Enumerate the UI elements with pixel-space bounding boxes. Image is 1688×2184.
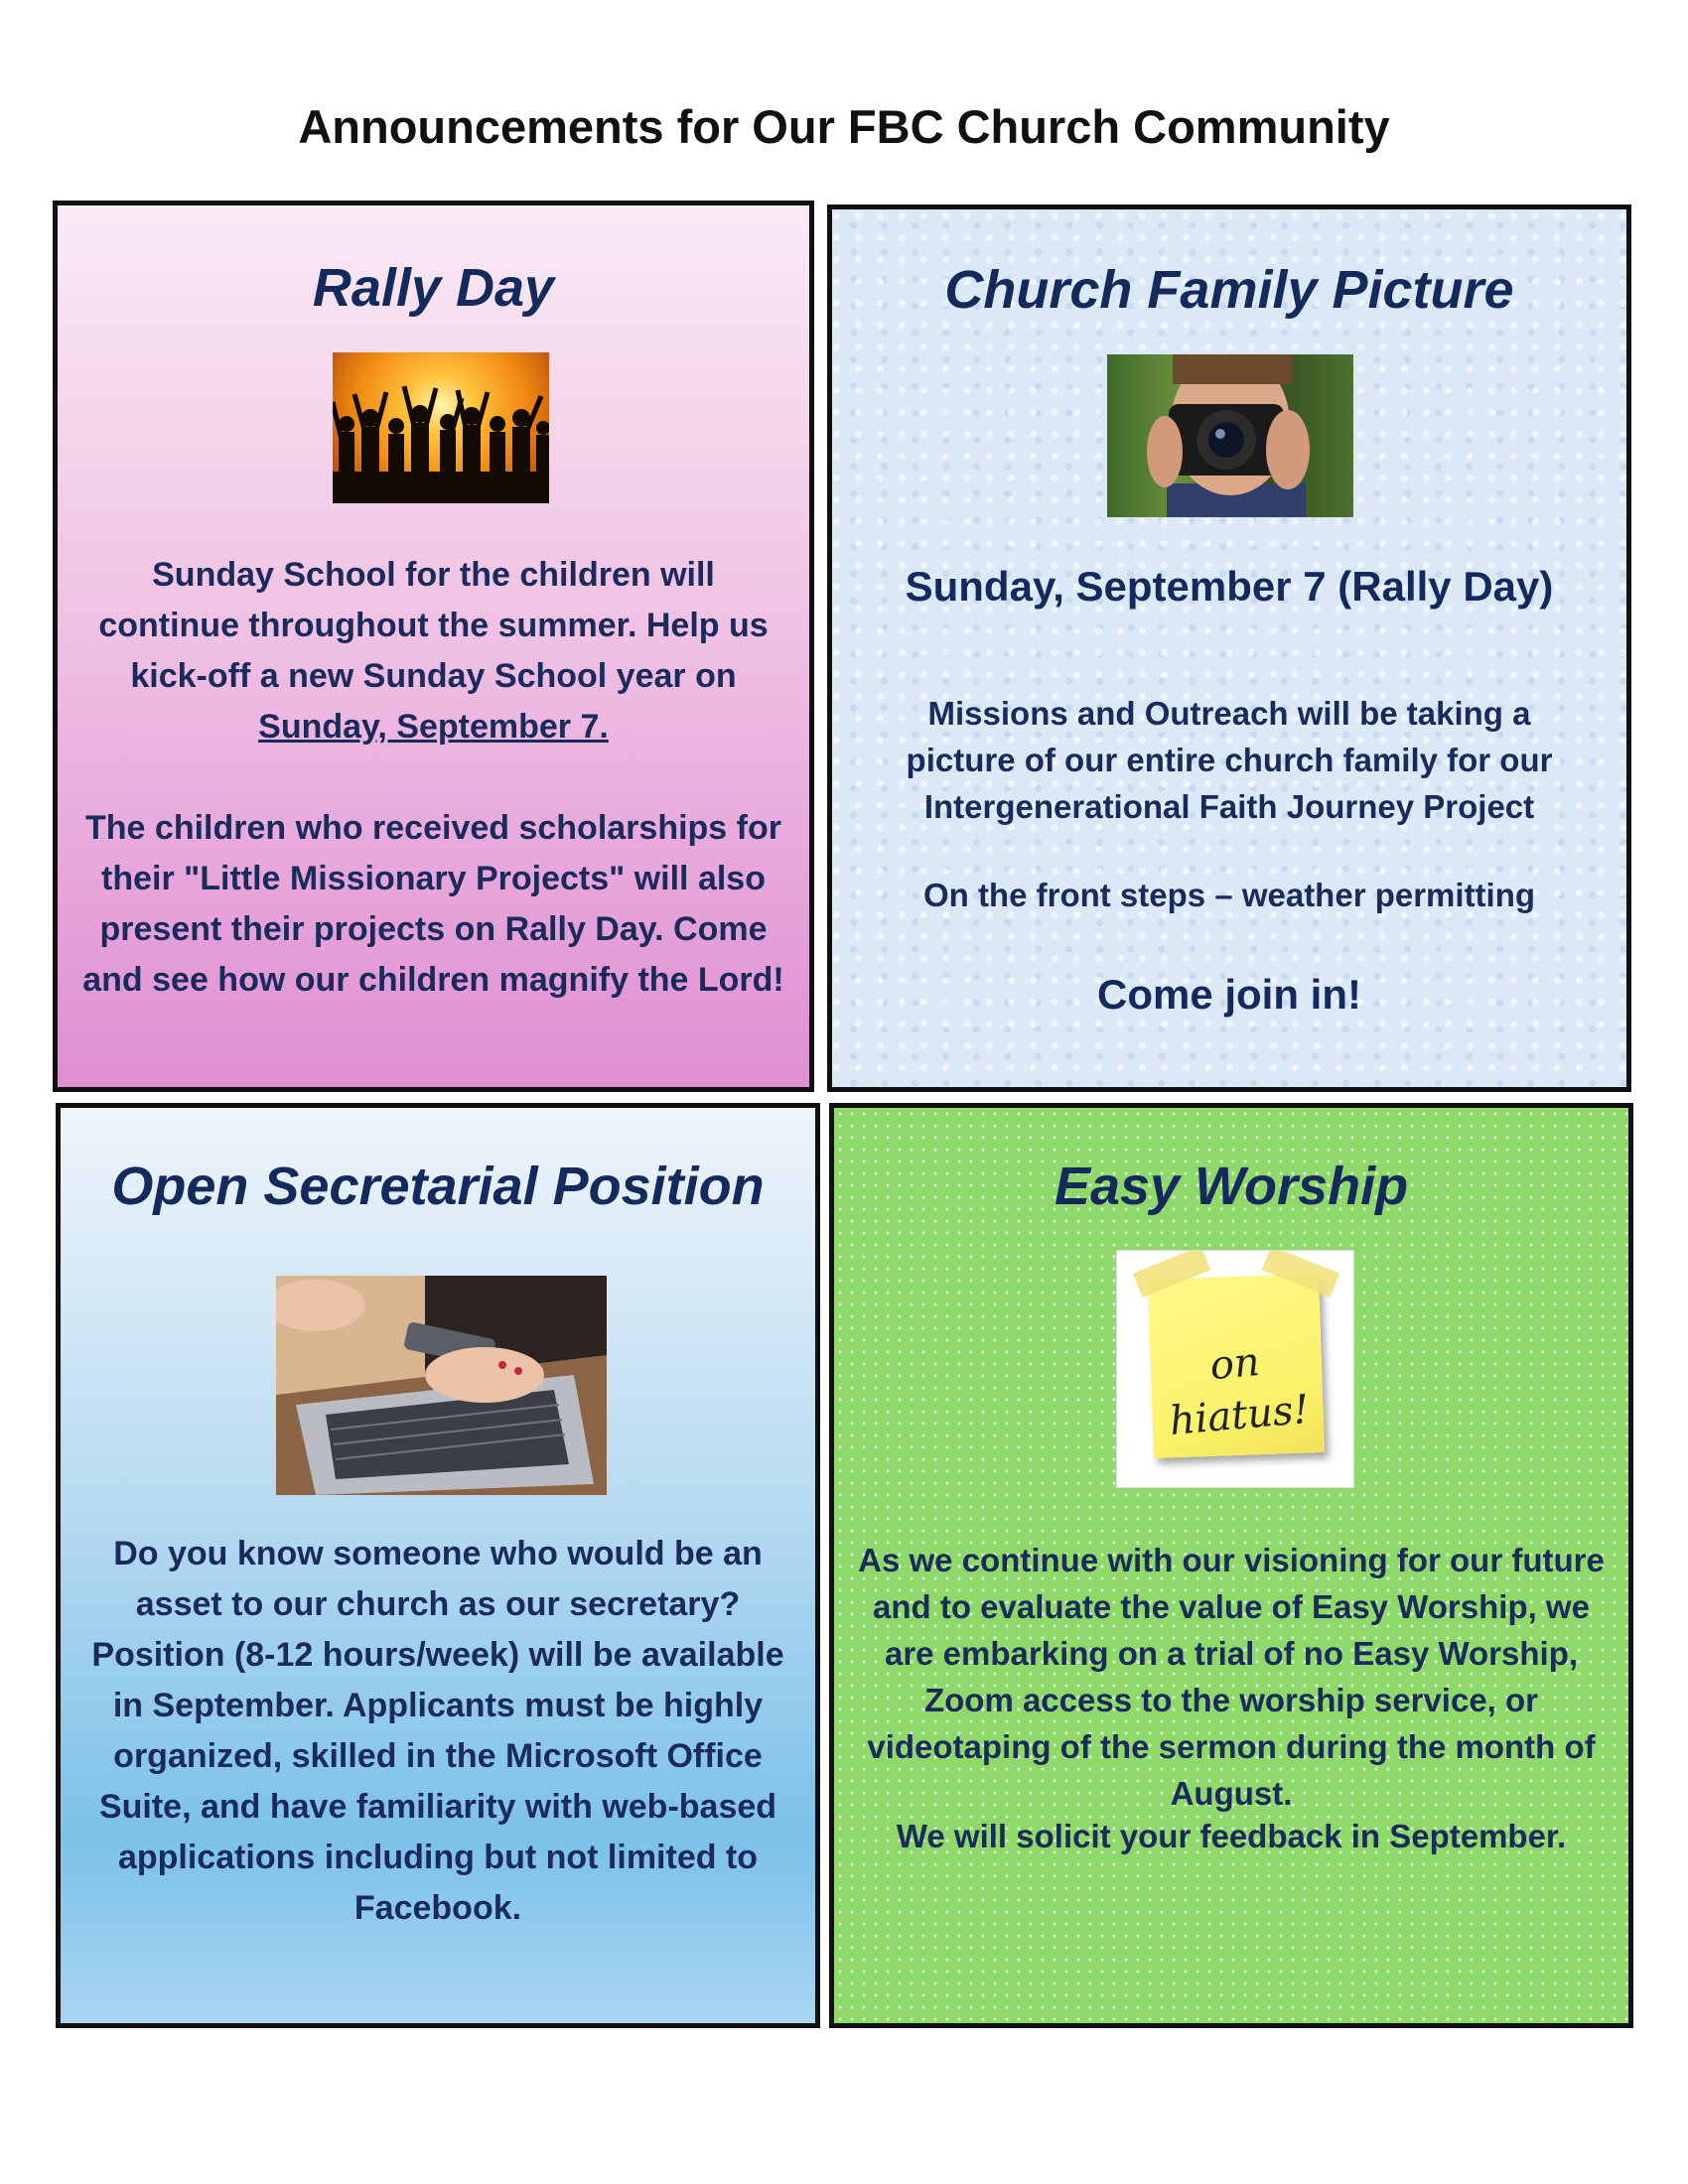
family-picture-body: Missions and Outreach will be taking a picture of our entire church family for our Intergenerational Faith Journey Project bbox=[906, 695, 1553, 825]
sticky-note-icon bbox=[1116, 1250, 1354, 1488]
secretary-title: Open Secretarial Position bbox=[111, 1157, 765, 1216]
sticky-note-text bbox=[1148, 1331, 1327, 1449]
secretary-body: Do you know someone who would be an asset to our church as our secretary? Position (8-12 hours/week) will be available in September. Applicants must be highly organized, skilled in the Microsoft Office Suite, and have familiarity with web-based applications including but not limited to Facebook. bbox=[91, 1535, 784, 1927]
sticky-note-paper bbox=[1148, 1274, 1325, 1458]
camera-photographer-icon bbox=[1107, 354, 1353, 517]
family-picture-panel bbox=[827, 205, 1631, 1092]
family-picture-date: Sunday, September 7 (Rally Day) bbox=[905, 563, 1554, 610]
family-picture-cta: Come join in! bbox=[1097, 971, 1361, 1018]
sticky-note-line-1: on bbox=[1207, 1338, 1262, 1390]
family-picture-location: On the front steps – weather permitting bbox=[922, 877, 1536, 913]
sticky-note-line-2: hiatus! bbox=[1167, 1386, 1312, 1444]
page-title: Announcements for Our FBC Church Community bbox=[298, 100, 1390, 153]
easy-worship-title: Easy Worship bbox=[1054, 1157, 1409, 1216]
rally-day-title: Rally Day bbox=[312, 258, 555, 318]
phone-laptop-hands-icon bbox=[276, 1276, 607, 1495]
easy-worship-panel bbox=[829, 1103, 1633, 2028]
rally-day-panel bbox=[53, 201, 814, 1092]
rally-day-paragraph-1 bbox=[79, 550, 787, 752]
rally-day-paragraph-1-text: Sunday School for the children will continue throughout the summer. Help us kick-off a new Sunday School year on bbox=[98, 556, 769, 695]
easy-worship-feedback: We will solicit your feedback in September. bbox=[896, 1818, 1567, 1854]
easy-worship-body: As we continue with our visioning for our future and to evaluate the value of Easy Worship, we are embarking on a trial of no Easy Worship, Zoom access to the worship service, or videotaping of the sermon during the month of August. bbox=[858, 1542, 1605, 1812]
family-picture-title: Church Family Picture bbox=[944, 260, 1514, 320]
secretary-panel bbox=[56, 1103, 820, 2028]
rally-day-paragraph-2: The children who received scholarships for their "Little Missionary Projects" will also present their projects on Rally Day. Come and see how our children magnify the Lord! bbox=[82, 809, 784, 999]
rally-day-body bbox=[58, 550, 809, 1006]
silhouette-crowd-sunset-icon bbox=[333, 352, 549, 503]
rally-day-date-underlined: Sunday, September 7. bbox=[258, 708, 609, 746]
